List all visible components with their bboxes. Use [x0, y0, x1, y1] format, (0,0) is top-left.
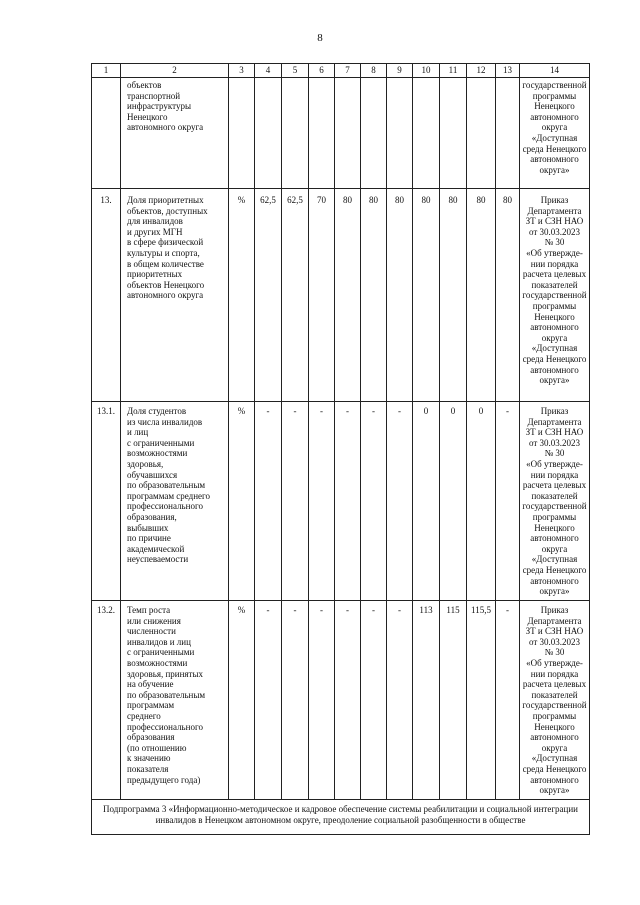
row-number: 13.: [92, 189, 121, 402]
source-document: Приказ Департамента ЗТ и СЗН НАО от 30.03.2023 № 30 «Об утвержде- нии порядка расчета целевых показателей государственной программы Ненецкого автономного округа «Доступная среда Ненецкого автономного округа»: [520, 601, 590, 800]
value-cell: -: [309, 402, 335, 601]
value-cell: -: [282, 402, 309, 601]
unit: [229, 78, 255, 189]
source-document: Приказ Департамента ЗТ и СЗН НАО от 30.03.2023 № 30 «Об утвержде- нии порядка расчета целевых показателей государственной программы Ненецкого автономного округа «Доступная среда Ненецкого автономного округа»: [520, 402, 590, 601]
value-cell: 80: [413, 189, 440, 402]
indicator-name: Доля приоритетных объектов, доступных для инвалидов и других МГН в сфере физической культуры и спорта, в общем количестве приоритетных объектов Ненецкого автономного округа: [121, 189, 229, 402]
source-document: Приказ Департамента ЗТ и СЗН НАО от 30.03.2023 № 30 «Об утвержде- нии порядка расчета целевых показателей государственной программы Ненецкого автономного округа «Доступная среда Ненецкого автономного округа»: [520, 189, 590, 402]
value-cell: -: [255, 601, 282, 800]
header-cell: 9: [387, 64, 413, 78]
value-cell: [282, 78, 309, 189]
header-cell: 11: [440, 64, 467, 78]
value-cell: [387, 78, 413, 189]
value-cell: 70: [309, 189, 335, 402]
unit: %: [229, 601, 255, 800]
value-cell: [361, 78, 387, 189]
value-cell: 0: [440, 402, 467, 601]
value-cell: 115: [440, 601, 467, 800]
value-cell: 80: [440, 189, 467, 402]
value-cell: 62,5: [255, 189, 282, 402]
value-cell: [413, 78, 440, 189]
value-cell: 80: [361, 189, 387, 402]
table-row: [92, 402, 590, 601]
header-cell: 12: [467, 64, 496, 78]
header-cell: 8: [361, 64, 387, 78]
header-cell: 10: [413, 64, 440, 78]
value-cell: 0: [413, 402, 440, 601]
header-cell: 6: [309, 64, 335, 78]
header-cell: 1: [92, 64, 121, 78]
value-cell: [309, 78, 335, 189]
table-row: [92, 78, 590, 189]
value-cell: -: [496, 601, 520, 800]
value-cell: [440, 78, 467, 189]
value-cell: 80: [387, 189, 413, 402]
indicator-name: Темп роста или снижения численности инвалидов и лиц с ограниченными возможностями здоровья, принятых на обучение по образовательным программам среднего профессионального образования (по отношению к значению показателя предыдущего года): [121, 601, 229, 800]
value-cell: -: [255, 402, 282, 601]
header-cell: 4: [255, 64, 282, 78]
value-cell: -: [309, 601, 335, 800]
value-cell: -: [335, 601, 361, 800]
value-cell: 115,5: [467, 601, 496, 800]
value-cell: 80: [335, 189, 361, 402]
indicator-name: объектов транспортной инфраструктуры Ненецкого автономного округа: [121, 78, 229, 189]
indicator-name: Доля студентов из числа инвалидов и лиц с ограниченными возможностями здоровья, обучавшихся по образовательным программам среднего профессионального образования, выбывших по причине академической неуспеваемости: [121, 402, 229, 601]
row-number: [92, 78, 121, 189]
table-row: [92, 601, 590, 800]
table-row: [92, 189, 590, 402]
value-cell: [335, 78, 361, 189]
header-row: [92, 64, 590, 78]
value-cell: [255, 78, 282, 189]
header-cell: 3: [229, 64, 255, 78]
subprogram-heading: Подпрограмма 3 «Информационно-методическое и кадровое обеспечение системы реабилитации и социальной интеграции инвалидов в Ненецком автономном округе, преодоление социальной разобщенности в обществе: [92, 800, 590, 835]
source-document: государственной программы Ненецкого автономного округа «Доступная среда Ненецкого автономного округа»: [520, 78, 590, 189]
unit: %: [229, 189, 255, 402]
header-cell: 2: [121, 64, 229, 78]
value-cell: [467, 78, 496, 189]
header-cell: 13: [496, 64, 520, 78]
header-cell: 14: [520, 64, 590, 78]
value-cell: -: [496, 402, 520, 601]
header-cell: 5: [282, 64, 309, 78]
value-cell: [496, 78, 520, 189]
value-cell: 113: [413, 601, 440, 800]
value-cell: 62,5: [282, 189, 309, 402]
value-cell: -: [361, 601, 387, 800]
value-cell: 80: [467, 189, 496, 402]
value-cell: 0: [467, 402, 496, 601]
row-number: 13.1.: [92, 402, 121, 601]
unit: %: [229, 402, 255, 601]
subprogram-row: [92, 800, 590, 835]
header-cell: 7: [335, 64, 361, 78]
value-cell: -: [335, 402, 361, 601]
value-cell: 80: [496, 189, 520, 402]
page-number: 8: [317, 32, 323, 44]
indicators-table: [91, 63, 590, 835]
value-cell: -: [387, 601, 413, 800]
value-cell: -: [387, 402, 413, 601]
value-cell: -: [361, 402, 387, 601]
value-cell: -: [282, 601, 309, 800]
row-number: 13.2.: [92, 601, 121, 800]
